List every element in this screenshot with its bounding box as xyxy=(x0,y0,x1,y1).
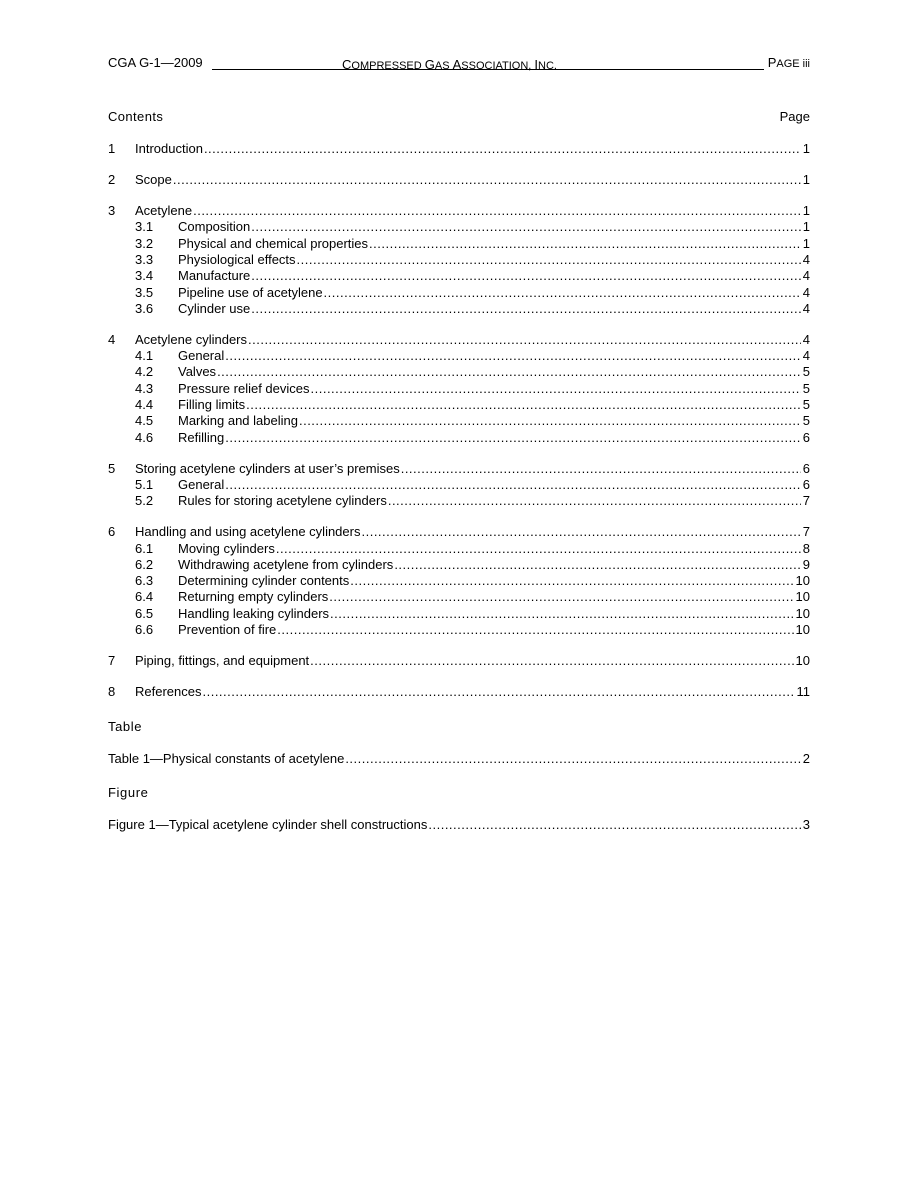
dot-leader xyxy=(361,524,800,540)
toc-entry-title: Marking and labeling xyxy=(178,413,298,428)
dot-leader xyxy=(251,301,801,317)
dot-leader xyxy=(276,541,801,557)
toc-entry-title: General xyxy=(178,348,225,363)
toc-entry-number: 3.5 xyxy=(135,285,154,300)
toc-entry-title: Composition xyxy=(178,219,251,234)
toc-entry-title: Figure 1—Typical acetylene cylinder shell constructions xyxy=(108,817,428,832)
toc-entry-page: 5 xyxy=(802,397,810,412)
dot-leader xyxy=(324,285,801,301)
toc-entry-title: Prevention of fire xyxy=(178,622,277,637)
toc-entry-page: 5 xyxy=(802,413,810,428)
toc-entry-number: 6.4 xyxy=(135,589,154,604)
toc-entry-title: References xyxy=(135,684,202,699)
toc-entry-number: 4.5 xyxy=(135,413,154,428)
toc-entry-page: 4 xyxy=(802,301,810,316)
toc-entry-6-5[interactable] xyxy=(108,606,810,622)
toc-entry-6-4[interactable] xyxy=(108,589,810,605)
dot-leader xyxy=(369,236,801,252)
toc-entry-page: 6 xyxy=(802,461,810,476)
toc-entry-page: 8 xyxy=(802,541,810,556)
toc-entry-title: Filling limits xyxy=(178,397,246,412)
dot-leader xyxy=(217,364,801,380)
document-id: CGA G-1—2009 xyxy=(108,55,203,70)
toc-entry-title: Valves xyxy=(178,364,217,379)
toc-entry-title: Physiological effects xyxy=(178,252,296,267)
toc-entry-title: General xyxy=(178,477,225,492)
toc-entry-6[interactable] xyxy=(108,524,810,540)
dot-leader xyxy=(246,397,801,413)
toc-entry-6-1[interactable] xyxy=(108,541,810,557)
toc-entry-title: Acetylene cylinders xyxy=(135,332,247,347)
dot-leader xyxy=(330,606,794,622)
toc-entry-title: Handling leaking cylinders xyxy=(178,606,330,621)
toc-entry-page: 10 xyxy=(795,653,810,668)
toc-entry-number: 7 xyxy=(108,653,116,668)
publisher-name: COMPRESSED GAS ASSOCIATION, INC. xyxy=(342,57,557,72)
toc-entry-page: 10 xyxy=(795,606,810,621)
toc-entry-page: 9 xyxy=(802,557,810,572)
toc-entry-number: 6.2 xyxy=(135,557,154,572)
dot-leader xyxy=(310,653,793,669)
toc-entry-page: 3 xyxy=(802,817,810,832)
toc-entry-number: 3.1 xyxy=(135,219,154,234)
toc-entry-page: 4 xyxy=(802,268,810,283)
toc-entry-5-2[interactable] xyxy=(108,493,810,509)
toc-entry-page: 1 xyxy=(802,236,810,251)
toc-entry-number: 4.6 xyxy=(135,430,154,445)
toc-entry-number: 4.1 xyxy=(135,348,154,363)
figure-section-heading: Figure xyxy=(108,785,149,800)
toc-entry-4-1[interactable] xyxy=(108,348,810,364)
page-number: PAGE iii xyxy=(767,55,810,70)
toc-entry-number: 6.5 xyxy=(135,606,154,621)
toc-entry-3-5[interactable] xyxy=(108,285,810,301)
toc-entry-7[interactable] xyxy=(108,653,810,669)
toc-entry-title: Returning empty cylinders xyxy=(178,589,329,604)
toc-entry-5[interactable] xyxy=(108,461,810,477)
dot-leader xyxy=(204,141,801,157)
dot-leader xyxy=(428,817,800,833)
toc-entry-title: Pressure relief devices xyxy=(178,381,310,396)
toc-entry-number: 3.6 xyxy=(135,301,154,316)
toc-entry-number: 6.1 xyxy=(135,541,154,556)
toc-entry-page: 1 xyxy=(802,172,810,187)
toc-entry-3-4[interactable] xyxy=(108,268,810,284)
toc-entry-page: 5 xyxy=(802,381,810,396)
toc-entry-2[interactable] xyxy=(108,172,810,188)
toc-entry-4-5[interactable] xyxy=(108,413,810,429)
toc-entry-5-1[interactable] xyxy=(108,477,810,493)
toc-entry-4[interactable] xyxy=(108,332,810,348)
dot-leader xyxy=(225,348,801,364)
toc-entry-page: 1 xyxy=(802,219,810,234)
toc-entry-6-2[interactable] xyxy=(108,557,810,573)
toc-entry-title: Determining cylinder contents xyxy=(178,573,350,588)
toc-entry-figure-1[interactable] xyxy=(108,817,810,833)
toc-entry-title: Piping, fittings, and equipment xyxy=(135,653,310,668)
toc-entry-number: 3 xyxy=(108,203,116,218)
toc-entry-title: Table 1—Physical constants of acetylene xyxy=(108,751,345,766)
toc-entry-number: 3.2 xyxy=(135,236,154,251)
toc-entry-page: 4 xyxy=(802,285,810,300)
toc-entry-title: Handling and using acetylene cylinders xyxy=(135,524,361,539)
dot-leader xyxy=(248,332,801,348)
toc-entry-page: 10 xyxy=(795,573,810,588)
toc-entry-title: Manufacture xyxy=(178,268,251,283)
toc-entry-number: 4 xyxy=(108,332,116,347)
toc-entry-number: 4.3 xyxy=(135,381,154,396)
dot-leader xyxy=(277,622,793,638)
toc-entry-title: Acetylene xyxy=(135,203,193,218)
toc-entry-3[interactable] xyxy=(108,203,810,219)
toc-entry-number: 6 xyxy=(108,524,116,539)
toc-entry-page: 4 xyxy=(802,348,810,363)
dot-leader xyxy=(388,493,801,509)
dot-leader xyxy=(401,461,801,477)
toc-entry-4-6[interactable] xyxy=(108,430,810,446)
dot-leader xyxy=(251,219,801,235)
toc-entry-title: Refilling xyxy=(178,430,225,445)
toc-entry-number: 5.2 xyxy=(135,493,154,508)
toc-entry-3-6[interactable] xyxy=(108,301,810,317)
toc-entry-page: 2 xyxy=(802,751,810,766)
dot-leader xyxy=(202,684,794,700)
toc-entry-title: Rules for storing acetylene cylinders xyxy=(178,493,387,508)
toc-entry-4-3[interactable] xyxy=(108,381,810,397)
toc-entry-number: 3.4 xyxy=(135,268,154,283)
dot-leader xyxy=(193,203,801,219)
dot-leader xyxy=(350,573,793,589)
dot-leader xyxy=(225,430,801,446)
toc-entry-8[interactable] xyxy=(108,684,810,700)
dot-leader xyxy=(297,252,801,268)
toc-entry-title: Moving cylinders xyxy=(178,541,275,556)
toc-entry-3-1[interactable] xyxy=(108,219,810,235)
toc-entry-number: 6.3 xyxy=(135,573,154,588)
toc-entry-number: 5 xyxy=(108,461,116,476)
toc-entry-title: Introduction xyxy=(135,141,203,156)
page-header xyxy=(108,55,810,71)
toc-entry-number: 5.1 xyxy=(135,477,154,492)
toc-entry-3-2[interactable] xyxy=(108,236,810,252)
toc-entry-page: 7 xyxy=(802,524,810,539)
toc-entry-page: 5 xyxy=(802,364,810,379)
toc-entry-6-3[interactable] xyxy=(108,573,810,589)
toc-entry-page: 1 xyxy=(802,141,810,156)
page-column-label: Page xyxy=(779,109,810,124)
toc-entry-page: 6 xyxy=(802,477,810,492)
toc-entry-number: 8 xyxy=(108,684,116,699)
toc-entry-1[interactable] xyxy=(108,141,810,157)
dot-leader xyxy=(251,268,801,284)
dot-leader xyxy=(394,557,800,573)
toc-entry-3-3[interactable] xyxy=(108,252,810,268)
table-section-heading: Table xyxy=(108,719,143,734)
toc-entry-number: 2 xyxy=(108,172,116,187)
dot-leader xyxy=(225,477,801,493)
toc-entry-4-4[interactable] xyxy=(108,397,810,413)
toc-entry-number: 3.3 xyxy=(135,252,154,267)
toc-entry-page: 11 xyxy=(796,684,810,699)
toc-entry-number: 6.6 xyxy=(135,622,154,637)
dot-leader xyxy=(173,172,801,188)
toc-entry-title: Storing acetylene cylinders at user’s premises xyxy=(135,461,400,476)
toc-entry-title: Withdrawing acetylene from cylinders xyxy=(178,557,394,572)
toc-entry-number: 4.4 xyxy=(135,397,154,412)
toc-entry-number: 4.2 xyxy=(135,364,154,379)
toc-entry-number: 1 xyxy=(108,141,116,156)
toc-entry-title: Scope xyxy=(135,172,172,187)
dot-leader xyxy=(329,589,793,605)
toc-entry-4-2[interactable] xyxy=(108,364,810,380)
contents-heading xyxy=(108,109,810,124)
dot-leader xyxy=(345,751,800,767)
toc-entry-page: 10 xyxy=(795,622,810,637)
toc-entry-page: 1 xyxy=(802,203,810,218)
toc-entry-page: 4 xyxy=(802,252,810,267)
toc-entry-page: 10 xyxy=(795,589,810,604)
contents-label: Contents xyxy=(108,109,164,124)
toc-entry-title: Cylinder use xyxy=(178,301,251,316)
toc-entry-title: Physical and chemical properties xyxy=(178,236,369,251)
dot-leader xyxy=(299,413,801,429)
toc-entry-page: 6 xyxy=(802,430,810,445)
toc-entry-page: 7 xyxy=(802,493,810,508)
toc-entry-page: 4 xyxy=(802,332,810,347)
toc-entry-table-1[interactable] xyxy=(108,751,810,767)
toc-entry-title: Pipeline use of acetylene xyxy=(178,285,323,300)
toc-entry-6-6[interactable] xyxy=(108,622,810,638)
dot-leader xyxy=(311,381,801,397)
